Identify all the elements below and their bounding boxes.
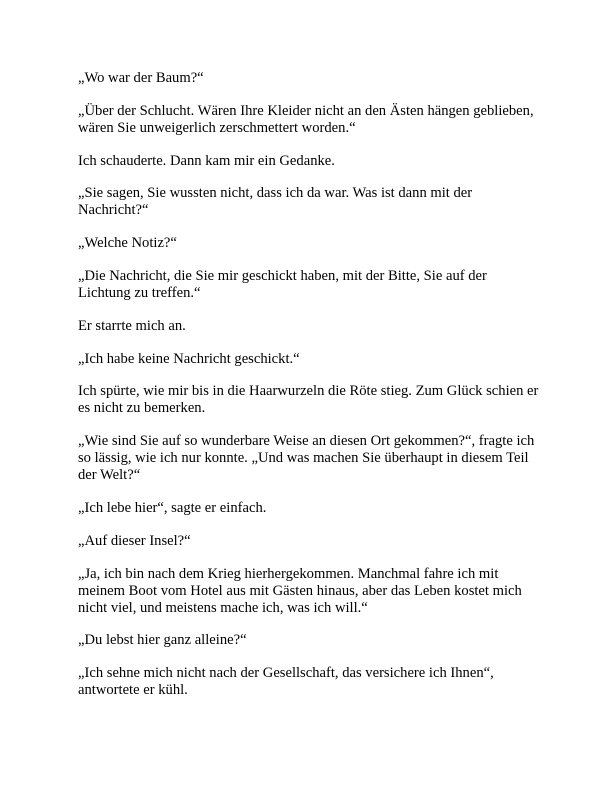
- paragraph: „Auf dieser Insel?“: [78, 532, 191, 549]
- paragraph: „Ich sehne mich nicht nach der Gesellschaft, das versichere ich Ihnen“, antwortete er kühl.: [78, 665, 494, 699]
- paragraph: „Du lebst hier ganz alleine?“: [78, 632, 247, 649]
- paragraph: Ich spürte, wie mir bis in die Haarwurzeln die Röte stieg. Zum Glück schien er es nicht zu bemerken.: [78, 383, 539, 417]
- paragraph: „Ja, ich bin nach dem Krieg hierhergekommen. Manchmal fahre ich mit meinem Boot vom Hotel aus mit Gästen hinaus, aber das Leben kostet mich nicht viel, und meistens mache ich, was ich will.“: [78, 565, 522, 616]
- paragraph: Er starrte mich an.: [78, 317, 186, 334]
- paragraph: „Über der Schlucht. Wären Ihre Kleider nicht an den Ästen hängen geblieben, wären Sie unweigerlich zerschmettert worden.“: [78, 102, 534, 136]
- paragraph: Ich schauderte. Dann kam mir ein Gedanke.: [78, 152, 335, 169]
- paragraph: „Wo war der Baum?“: [78, 70, 204, 86]
- paragraph: „Sie sagen, Sie wussten nicht, dass ich da war. Was ist dann mit der Nachricht?“: [78, 185, 473, 219]
- paragraph: „Ich habe keine Nachricht geschickt.“: [78, 350, 300, 367]
- paragraph: „Wie sind Sie auf so wunderbare Weise an diesen Ort gekommen?“, fragte ich so lässig, wie ich nur konnte. „Und was machen Sie überhaupt in diesem Teil der Welt?“: [78, 433, 535, 484]
- paragraph: „Welche Notiz?“: [78, 235, 177, 252]
- paragraph: „Die Nachricht, die Sie mir geschickt haben, mit der Bitte, Sie auf der Lichtung zu treffen.“: [78, 267, 487, 301]
- paragraph: „Ich lebe hier“, sagte er einfach.: [78, 499, 267, 516]
- text-body: [78, 70, 540, 715]
